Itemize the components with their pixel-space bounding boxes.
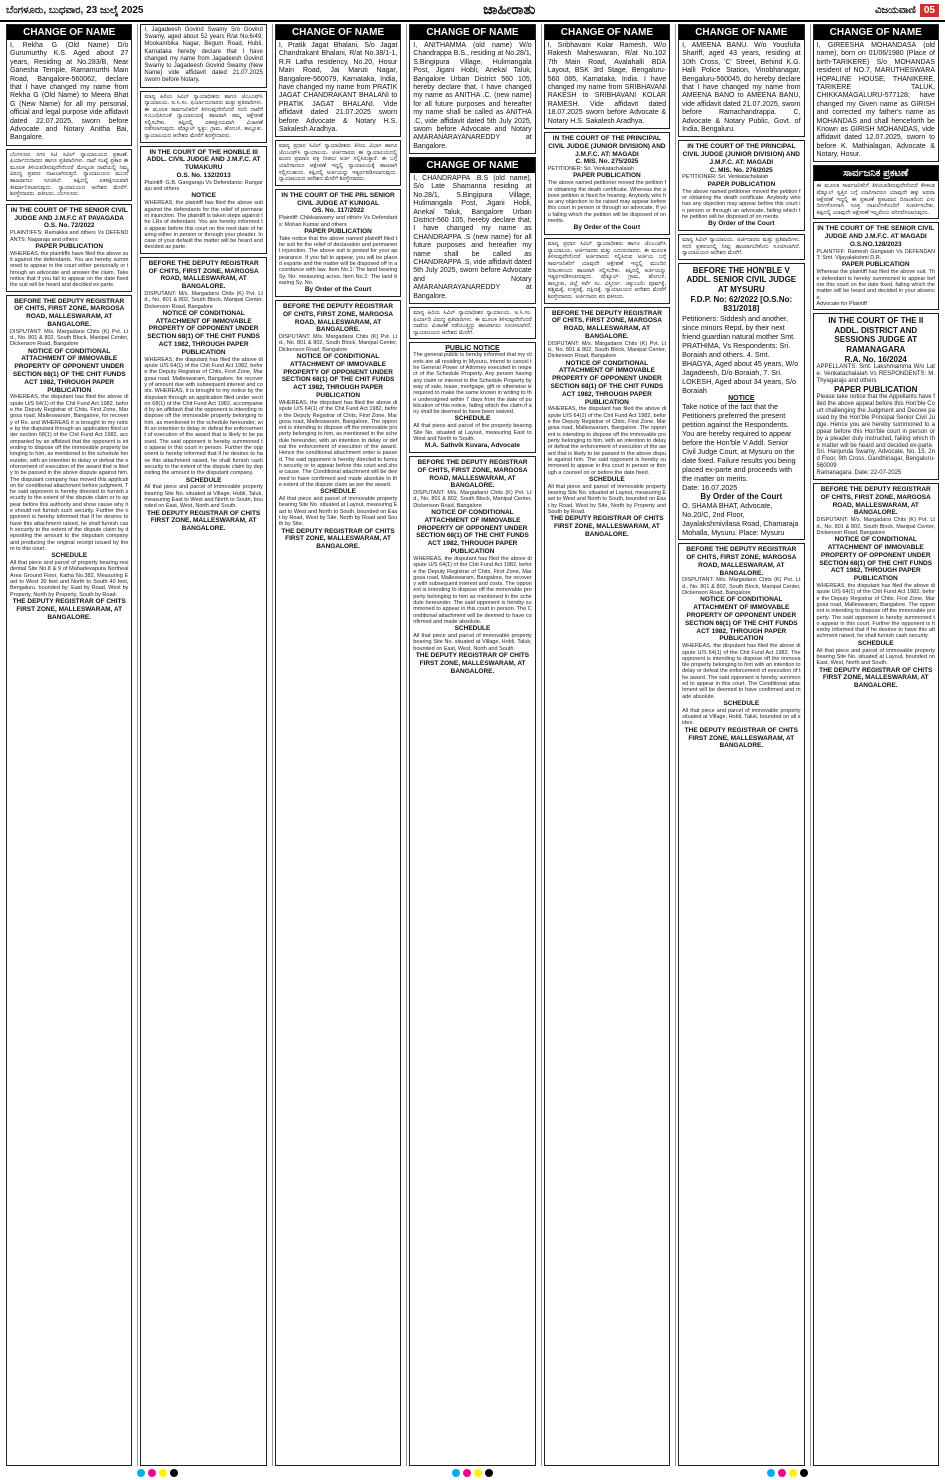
court-name: IN THE COURT OF THE PRL SENIOR CIVIL JUDGE AT KUNIGAL (281, 191, 395, 207)
registrar-signature: THE DEPUTY REGISTRAR OF CHITS FIRST ZONE, MALLESWARAM, AT BANGALORE. (146, 509, 261, 533)
kannada-text: ಮಾನ್ಯ ಪ್ರಧಾನ ಸಿವಿಲ್ ನ್ಯಾಯಾಧೀಶರು ಕಿರಿಯ ವಿಭಾಗ ಹಾಗೂ ಜೆಎಂಎಫ್‌ಸಿ ನ್ಯಾಯಾಲಯ. ಅರ್ಜಿದಾರರು ಈ ನ್ಯಾಯಾಲಯದಲ್ಲಿ ಮರಣ ಪ್ರಮಾಣ ಪತ್ರ ನೀಡಲು ಅರ್ಜಿ ಸಲ್ಲಿಸಿರುತ್ತಾರೆ. ಈ ಬಗ್ಗೆ ಯಾರಿಗಾದರೂ ಆಕ್ಷೇಪಣೆ ಇದ್ದಲ್ಲಿ ನ್ಯಾಯಾಲಯಕ್ಕೆ ಹಾಜರಾಗಿ ಸಲ್ಲಿಸಬಹುದು. ತಪ್ಪಿದಲ್ಲಿ ಅರ್ಜಿಯನ್ನು ಇತ್ಯರ್ಥಪಡಿಸಲಾಗುವುದು. ನ್ಯಾಯಾಲಯದ ಆದೇಶದ ಮೇರೆಗೆ ಶಿರಸ್ತೇದಾರರು. (278, 143, 398, 183)
registrar-signature: THE DEPUTY REGISTRAR OF CHITS FIRST ZONE, MALLESWARAM, AT BANGALORE. (550, 515, 664, 538)
notice-label: NOTICE (728, 394, 755, 402)
paper-publication-label: PAPER PUBLICATION (841, 261, 910, 269)
notice-text: Take notice that the above named plaintiff filed the suit for the relief of declaration and permanent injunction. The above suit is posted for your appearance. If you fail to appear, you will be placed exparte and the matter will be disposed off in accordance with law. Item No.1: The land bearing Sy. No. measuring acres. Item No.2: The land bearing Sy. No. (278, 235, 398, 286)
deputy-registrar-notice-1 (6, 295, 132, 1466)
court-name: IN THE COURT OF THE HONBLE III ADDL. CIVIL JUDGE AND J.M.F.C. AT TUMAKURU (146, 148, 261, 172)
schedule-text: All that piece and parcel of immovable property bearing Site No. situated at Village, Hobli, Taluk, bounded on East, West, North and South. (413, 633, 532, 652)
registrar-signature: THE DEPUTY REGISTRAR OF CHITS FIRST ZONE, MALLESWARAM, AT BANGALORE. (819, 666, 933, 690)
court-notice-ramanagara (813, 313, 939, 480)
magenta-dot-icon (148, 1469, 156, 1477)
schedule-text: All that piece and parcel of immovable property bearing Site No. situated at Layout, bounded on East, West, North and South. (816, 647, 935, 667)
by-order: By Order of the Court (573, 224, 641, 232)
registrar-body: WHEREAS, the disputant has filed the above dispute U/S 64(1) of the Chit Fund Act 1982, before the Deputy Registrar of Chits, First Zone, Margosa road, Malleswaram, Bangalore, for recovery with subsequent interest and costs. The opponent is intending to dispose off the immovable property belonging to him as mentioned in the schedule hereunder. The said opponent is hereby summoned to appear in this court in person. The Conditional attachment will be deemed to have confirmed and made absolute. (413, 555, 532, 625)
column-7 (810, 24, 941, 1466)
schedule-label: SCHEDULE (454, 415, 491, 423)
change-of-name-ad (409, 24, 535, 154)
paper-publication-label: PAPER PUBLICATION (573, 172, 641, 180)
registrar-body: WHEREAS, the disputant has filed the above dispute U/S 64(1) of the Chit Fund Act 1982. The opponent is intending to dispose off the immovable property belonging to him with an intention to delay or defeat the enforcement of execution of the award. The said opponent is hereby summoned to appear in this court. The Conditional attachment will be deemed to have confirmed and made absolute. (682, 643, 801, 700)
ad-body: I, ANITHAMMA (old name) W/o Chandrappa B.S., residing at No.28/1, S.Bingipura Village, Hulimangala Post, Jigani Hobli, Anekal Taluk, Bangalore Urban District 560 105, hereby declare that, I have changed my name as ANITHA .C. (new name) for all future purposes and hereafter my name shall be called as ANITHA .C, vide affidavit dated 5th July 2025, sworn before Advocate and Notary AMARANARAYANAREDDY at Bangalore. (413, 42, 532, 150)
attachment-notice: NOTICE OF CONDITIONAL ATTACHMENT OF IMMOVABLE PROPERTY OF OPPONENT UNDER SECTION 68(1) OF THE CHIT FUNDS ACT 1982, THROUGH PAPER PUBLICATION (281, 353, 395, 400)
registrar-signature: THE DEPUTY REGISTRAR OF CHITS FIRST ZONE, MALLESWARAM, AT BANGALORE. (12, 597, 126, 621)
notice-date: Date: 16.07.2025 (682, 482, 738, 492)
advocate-details: Sri. Hanjunda Swamy, Advocate, No. 15, 2nd Floor, 9th Cross, Gandhinagar, Bengaluru-560009 (816, 449, 935, 470)
kannada-court-notice (140, 91, 266, 143)
case-number: O.S. No. 72/2022 (43, 222, 95, 230)
parties: PETITIONER: Sri. Venkatachalaiah (682, 174, 769, 181)
yellow-dot-icon (474, 1469, 482, 1477)
ad-title: CHANGE OF NAME (679, 25, 803, 40)
column-2 (137, 24, 268, 1466)
column-1 (4, 24, 134, 1466)
ad-body: I, Pratik Jagat Bhalani, S/o Jagat Chandrakant Bhalani, R/at No.38/1-1, R.R Latha residency, No.20, Hosur Main Road, Jai Maruti Nagar, Bangalore-560079, Karnataka, India, have changed my name from PRATIK JAGAT CHANDRAKANT BHALANI to PRATIK JAGAT BHALANI. Vide affidavit dated 21.07.2025 sworn before Advocate & Notary H.S. Sakalesh Aradhya. (278, 42, 398, 133)
magenta-dot-icon (778, 1469, 786, 1477)
kannada-court-notice (275, 140, 401, 186)
kannada-text: ಮಾನ್ಯ ಹಿರಿಯ ಸಿವಿಲ್ ನ್ಯಾಯಾಧೀಶರ ನ್ಯಾಯಾಲಯ. ಅ.ಸಿ.ಸಂ. ಫಿರ್ಯಾದಿ ವಿರುದ್ಧ ಪ್ರತಿವಾದಿಗಳು. ಈ ಮೂಲಕ ತಿಳಿಸುವುದೇನೆಂದರೆ ದಾವೆಯ ವಿಚಾರಣೆ ನಡೆಯುತ್ತಿದ್ದು ಹಾಜರಾಗಲು ಸೂಚಿಸಲಾಗಿದೆ. ನ್ಯಾಯಾಲಯದ ಆದೇಶದ ಮೇರೆಗೆ. (413, 309, 532, 336)
ad-title: CHANGE OF NAME (410, 25, 534, 40)
court-notice-pavagada (6, 204, 132, 292)
court-name: IN THE COURT OF THE PRINCIPAL CIVIL JUDGE (JUNIOR DIVISION) AND J.M.F.C. AT: MAGADI (548, 134, 666, 158)
court-notice-tumakuru (140, 146, 266, 254)
public-notice (409, 342, 535, 453)
registrar-signature: THE DEPUTY REGISTRAR OF CHITS FIRST ZONE, MALLESWARAM, AT BANGALORE. (415, 652, 530, 675)
registrar-signature: THE DEPUTY REGISTRAR OF CHITS FIRST ZONE, MALLESWARAM, AT BANGALORE. (281, 527, 395, 551)
case-number: O.S. No. 132/2013 (176, 172, 231, 180)
change-of-name-ad (275, 24, 401, 137)
notice-text: The above named petitioner moved the petition for obtaining the death certificate. Anybody who has any objection may appear before this court in person or through an advocate, failing which the petition will be disposed of on merits. (682, 188, 801, 220)
registrar-title: BEFORE THE DEPUTY REGISTRAR OF CHITS, FIRST ZONE, MARGOSA ROAD, MALLESWARAM, AT BANGALORE. (551, 309, 662, 340)
schedule-text: All that piece and parcel of the property bearing Site No. situated at Layout, measuring East to West and North to South. (413, 423, 532, 442)
ad-body: I, Jagadeesh Govind Swamy S/o Govind Swamy, aged about 52 years R/at No.6/49, Mookambika Nagar, Begum Road, Hubli, Karnataka hereby declare that I have changed my name from Jagadeesh Govind Swamy to Jagadeesh Govind Swamy (New Name) vide affidavit dated 21.07.2025 sworn before Notary. (144, 27, 263, 84)
notice-date: Ramanagara. Date: 22-07-2025 (816, 470, 902, 477)
yellow-dot-icon (789, 1469, 797, 1477)
ad-title: CHANGE OF NAME (814, 25, 938, 40)
parties: Petitioners: Siddesh and another, since minors Repd, by their next friend guardian natural mother Smt. PRATHIMA, Vs Respondents: Sri. Boraiah and others. 4. Smt. BHAGYA, Aged about 45 years, W/o Jagadeesh, D/o Boraiah, 7. Sri. LOKESH, Aged about 34 years, S/o Boraiah (682, 313, 799, 395)
attachment-notice: NOTICE OF CONDITIONAL ATTACHMENT OF IMMOVABLE PROPERTY OF OPPONENT UNDER SECTION 68(1) OF THE CHIT FUNDS ACT 1982, THROUGH PAPER PUBLICATION (550, 359, 664, 406)
disputant: DISPUTANT: M/s. Margadarsi Chits (K) Pvt. Ltd., No. 801 & 802, South Block, Manipal Center, Dickenson Road, Bangalore (682, 577, 801, 597)
disputant: DISPUTANT: M/s. Margadarsi Chits (K) Pvt. Ltd., No. 801 & 802, South Block, Manipal Center, Dickenson Road, Bangalore (413, 490, 532, 509)
cyan-dot-icon (452, 1469, 460, 1477)
brand-area (875, 4, 939, 17)
column-6 (675, 24, 806, 1466)
attachment-notice: NOTICE OF CONDITIONAL ATTACHMENT OF IMMOVABLE PROPERTY OF OPPONENT UNDER SECTION 68(1) OF THE CHIT FUNDS ACT 1982, THROUGH PAPER PUBLICATION (12, 347, 126, 394)
notice-text: WHEREAS, the plaintiffs have filed the above suit against the defendants. You are hereby summoned to appear in the court either personally or through an advocate and answer the claim. Take notice that if you fail to appear on the date fixed the suit will be heard and decided ex parte. (10, 250, 129, 289)
by-order: By Order of the Court (304, 286, 372, 294)
notice-text: Whereas the plaintiff has filed the above suit. The defendant is hereby summoned to appear before this court on the date fixed, failing which the matter will be heard and decided in your absence. (816, 269, 935, 301)
paper-publication-label: PAPER PUBLICATION (35, 242, 104, 250)
case-number: F.D.P. No: 62/2022 [O.S.No: 831/2018] (690, 294, 793, 314)
kannada-court-notice (409, 307, 535, 339)
registrar-title: BEFORE THE DEPUTY REGISTRAR OF CHITS, FIRST ZONE, MARGOSA ROAD, MALLESWARAM, AT BANGALORE. (686, 546, 797, 577)
kannada-text: ಮಾನ್ಯ ಹಿರಿಯ ಸಿವಿಲ್ ನ್ಯಾಯಾಧೀಶರು ಹಾಗೂ ಜೆಎಂಎಫ್‌ಸಿ ನ್ಯಾಯಾಲಯ. ಅ.ಸಿ.ಸಂ. ಫಿರ್ಯಾದುದಾರರು ಮತ್ತು ಪ್ರತಿವಾದಿಗಳು. ಈ ಮೂಲಕ ಸಾರ್ವಜನಿಕರಿಗೆ ತಿಳಿಸುವುದೇನೆಂದರೆ ಸದರಿ ದಾವೆಗೆ ಸಂಬಂಧಿಸಿದಂತೆ ನ್ಯಾಯಾಲಯಕ್ಕೆ ಹಾಜರಾಗಿ ತಮ್ಮ ಆಕ್ಷೇಪಣೆ ಸಲ್ಲಿಸಬೇಕು. ತಪ್ಪಿದಲ್ಲಿ ಏಕಪಕ್ಷೀಯವಾಗಿ ವಿಚಾರಣೆ ನಡೆಸಲಾಗುವುದು. ಷೆಡ್ಯೂಲ್ ಸ್ವತ್ತು: ಗ್ರಾಮ, ಹೋಬಳಿ, ತಾಲ್ಲೂಕು. ನ್ಯಾಯಾಲಯದ ಆದೇಶದ ಮೇರೆಗೆ ಶಿರಸ್ತೇದಾರರು. (144, 93, 263, 140)
parties: Plaintiff: Chikkaswamy and others Vs Defendants: Mohan Kumar and others (278, 215, 398, 228)
ad-body: I, AMEENA BANU. W/o Yousfulla Shariff, aged 43 years, residing at 10th Cross, 'C' Street, Behind K.G. Halli Police Station, Vinobhanagar, Bengaluru-560045, do hereby declare that I have changed my name from AMEENA BANO to AMEENA BANU, vide affidavit dated 21.07.2025, sworn before Ramachandrappa. C, Advocate & Notary Public, Govt. of India, Bengaluru. (682, 42, 801, 133)
registrar-title: BEFORE THE DEPUTY REGISTRAR OF CHITS, FIRST ZONE, MARGOSA ROAD, MALLESWARAM, AT BANGALORE. (14, 297, 125, 328)
ad-body: I, CHANDRAPPA .B.S (old name), S/o Late Shamanna residing at No.28/1, S.Bingipura Village, Hulimangala Post, Jigani Hobli, Anekal Taluk, Bangalore Urban District-560 105, hereby declare that, I have changed my name as CHANDRAPPA .S (new name) for all future purposes and hereafter my name shall be called as CHANDRAPPA .S, vide affidavit dated 5th July 2025, sworn before Advocate and Notary AMARANARAYANAREDDY at Bangalore. (413, 175, 532, 300)
ad-title: CHANGE OF NAME (410, 158, 534, 173)
kannada-court-notice (678, 234, 804, 260)
change-of-name-ad (409, 157, 535, 304)
registrar-title: BEFORE THE DEPUTY REGISTRAR OF CHITS, FIRST ZONE, MARGOSA ROAD, MALLESWARAM, AT BANGALORE. (417, 458, 528, 490)
change-of-name-ad (678, 24, 804, 137)
ad-title: CHANGE OF NAME (276, 25, 400, 40)
color-dots-left (137, 1469, 178, 1477)
court-notice-mysuru (678, 263, 804, 541)
brand-name: ವಿಜಯವಾಣಿ (874, 4, 916, 16)
deputy-registrar-notice-6 (678, 543, 804, 1466)
ad-title: CHANGE OF NAME (545, 25, 669, 40)
registrar-signature: THE DEPUTY REGISTRAR OF CHITS FIRST ZONE, MALLESWARAM, AT BANGALORE. (684, 726, 798, 750)
schedule-label: SCHEDULE (589, 475, 625, 483)
registrar-title: BEFORE THE DEPUTY REGISTRAR OF CHITS, FIRST ZONE, MARGOSA ROAD, MALLESWARAM, AT BANGALORE. (282, 302, 394, 334)
advocate-name: M.A. Sathvik Kuvara, Advocate (424, 442, 521, 450)
parties: PLAINTIFF: Ramesh Gangaiah Vs DEFENDANT: Smt. Vijayalakshmi D.R. (816, 248, 935, 262)
court-name: IN THE COURT OF THE SENIOR CIVIL JUDGE AND J.M.F.C AT PAVAGADA (10, 206, 128, 222)
attachment-notice: NOTICE OF CONDITIONAL ATTACHMENT OF IMMOVABLE PROPERTY OF OPPONENT UNDER SECTION 68(1) OF THE CHIT FUNDS ACT 1982, THROUGH PAPER PUBLICATION (819, 536, 933, 583)
paper-publication-label: PAPER PUBLICATION (304, 227, 372, 235)
section-title: ಜಾಹೀರಾತು (483, 2, 536, 18)
schedule-label: SCHEDULE (185, 476, 222, 484)
schedule-label: SCHEDULE (320, 488, 356, 496)
schedule-text: All that piece and parcel of immovable property bearing Site No. situated at Layout, measuring East to West and North to South, bounded on East by Road, West by Site, North by Road and South by Site. (278, 496, 398, 528)
notice-text: WHEREAS, the plaintiff has filed the above suit against the defendants for the relief of permanent injunction. The plaintiff is taken steps against the LRs of defendant. You are hereby informed to appear before this court on the next date of hearing either in person or through your pleader. In case of your default the matter will be heard and decided as parte. (144, 200, 263, 251)
registrar-title: BEFORE THE DEPUTY REGISTRAR OF CHITS, FIRST ZONE, MARGOSA ROAD, MALLESWARAM, AT BANGALORE. (148, 259, 259, 291)
change-of-name-ad (813, 24, 939, 162)
deputy-registrar-notice-3 (275, 300, 401, 1466)
change-of-name-ad (544, 24, 670, 129)
kannada-notice-title: ಸಾರ್ವಜನಿಕ ಪ್ರಕಟಣೆ (814, 166, 938, 181)
registrar-body: WHEREAS, the disputant has filed the above dispute U/S 64(1) of the Chit Fund Act 1982, before the Deputy Registrar of Chits, First Zone, Margosa road, Malleswaram, Bangalore. The opponent is intending to dispose off the immovable property. The said opponent is hereby summoned to appear in this court. Further the opponent is hereby informed that if he desires to have this attachment raised, he shall furnish cash security. (816, 582, 935, 640)
cyan-dot-icon (137, 1469, 145, 1477)
deputy-registrar-notice-4 (409, 456, 535, 1466)
advocate-details: O. SHAMA BHAT, Advocate, No.20/C, 2nd Floor, Jayalakshmivilasa Road, Chamaraja Mohalla, Mysuru. Place: Mysuru (682, 501, 799, 538)
schedule-label: SCHEDULE (454, 625, 491, 633)
registrar-body: WHEREAS, the disputant has filed the above dispute U/S 64(1) of the Chit Fund Act 1982, before the Deputy Registrar of Chits, First Zone, Margosa road, Malleswaram, Bangalore, for recovery of amount due with subsequent interest and costs. WHEREAS, it is brought to my notice by the disputant through an application filed under section 68(1) of the Chit Fund Act 1982, accompanied by an affidavit that the opponent is intending to dispose off the immovable property belonging to him, as mentioned in the schedule hereunder, with an intention to delay or defeat the enforcement of execution of the award that is likely to be passed. The said opponent is hereby summoned to appear in this court in person. Further the opponent is hereby informed that if he desires to have this attachment raised, he shall furnish cash security to the extent of the dispute claim by depositing the amount to the disputant company. (144, 356, 263, 477)
kannada-court-notice (6, 149, 132, 201)
ad-grid (4, 24, 941, 1466)
registrar-body: WHEREAS, the disputant has filed the above dispute U/S 64(1) of the Chit Fund Act 1982, before the Deputy Registrar of Chits, First Zone, Margosa road, Malleswaram, Bangalore. The opponent is intending to dispose off the immovable property belonging to him, as mentioned in the schedule hereunder, with an intention to delay or defeat the enforcement of execution of the award. Hence the conditional attachment order is passed. The said opponent is hereby directed to furnish security or to appear before this court and show cause. The Conditional attachment will be deemed to have confirmed and made absolute to the extent of the dispute claim as per the award. (278, 399, 398, 488)
case-number: OS. No. 117/2022 (312, 207, 365, 215)
page-number: 05 (920, 4, 939, 17)
paper-publication-label: PAPER PUBLICATION (834, 384, 918, 394)
schedule-text: All that piece and parcel of property bearing residential Site No.8 & 9 of Mahadevapura Northeal Area Ground Floor, Katha No.382, Measuring East to West 30 feet and North to South 40 feet, Bengaluru, bounded by: East by Road, West by Property, North by Property, South by Road. (10, 560, 129, 598)
magenta-dot-icon (463, 1469, 471, 1477)
notice-label: NOTICE (191, 192, 216, 200)
ad-title: CHANGE OF NAME (7, 25, 131, 40)
paper-publication-label: PAPER PUBLICATION (707, 180, 776, 188)
registrar-body: WHEREAS, the disputant has filed the above dispute U/S 64(1) of the Chit Fund Act 1982, before the Deputy Registrar of Chits, First Zone, Margosa road, Malleswaram, Bangalore. The opponent is intending to dispose off the immovable property belonging to him, with an intention to delay or defeat the enforcement of execution of the award that is likely to be passed in the above dispute against him. The said opponent is hereby summoned to appear in this court in person or through a counsel on or before the date fixed. (547, 406, 667, 476)
by-order: By Order of the Court (700, 491, 783, 501)
court-notice-kunigal (275, 189, 401, 297)
attachment-notice: NOTICE OF CONDITIONAL ATTACHMENT OF IMMOVABLE PROPERTY OF OPPONENT UNDER SECTION 68(1) OF THE CHIT FUNDS ACT 1982, THROUGH PAPER PUBLICATION (684, 596, 798, 643)
advocate-label: Advocate for Plaintiff (816, 300, 867, 307)
parties: PETITIONER: Sri. Venkatachalaiah (547, 166, 634, 173)
attachment-notice: NOTICE OF CONDITIONAL ATTACHMENT OF IMMOVABLE PROPERTY OF OPPONENT UNDER SECTION 68(1) OF THE CHIT FUNDS ACT 1982, THROUGH PAPER PUBLICATION (416, 509, 529, 556)
deputy-registrar-notice-2 (140, 257, 266, 1466)
case-number: C. MIS. No. 276/2025 (709, 166, 773, 174)
notice-text: The above named petitioner moved the petition for obtaining the death certificate. Whereas the above petition is fixed for hearing. Anybody who has any objection to be raised may appear before this court in person or through an advocate. If you failing which the petition will be disposed of on merits. (547, 180, 667, 225)
court-notice-magadi-1 (544, 132, 670, 235)
disputant: DISPUTANT: M/s. Margadarsi Chits (K) Pvt. Ltd., No. 801 & 802, South Block, Manipal Center, Dickenson Road, Bangalore (547, 340, 667, 360)
change-of-name-ad (6, 24, 132, 146)
kannada-text: ಬೆಂಗಳೂರು ನಗರ ಸಿಟಿ ಸಿವಿಲ್ ನ್ಯಾಯಾಲಯದ ಪ್ರಕಟಣೆ. ಫಿರ್ಯಾದುದಾರರು ಹಾಗೂ ಪ್ರತಿವಾದಿಗಳು. ದಾವೆ ಸಂಖ್ಯೆ ಪ್ರಕಾರ ಈ ಮೂಲಕ ತಿಳಿಯಪಡಿಸುವುದೇನೆಂದರೆ ಮೇಲ್ಕಂಡ ದಾವೆಯಲ್ಲಿ ನಿಮ್ಮ ವಿರುದ್ಧ ಪ್ರಕರಣ ದಾಖಲಾಗಿರುತ್ತದೆ. ನ್ಯಾಯಾಲಯದ ಮುಂದೆ ಹಾಜರಾಗಲು ಸೂಚಿಸಿದೆ. ತಪ್ಪಿದಲ್ಲಿ ಏಕಪಕ್ಷೀಯವಾಗಿ ತೀರ್ಮಾನಿಸಲಾಗುವುದು. ನ್ಯಾಯಾಲಯದ ಆದೇಶದ ಮೇರೆಗೆ. ಶಿರಸ್ತೇದಾರರು. ವಕೀಲರು, ಬೆಂಗಳೂರು. (10, 151, 129, 198)
registrar-title: BEFORE THE DEPUTY REGISTRAR OF CHITS, FIRST ZONE, MARGOSA ROAD, MALLESWARAM, AT BANGALORE. (820, 486, 931, 517)
ad-body: I, Sribhavani Kolar Ramesh, W/o Rakesh Maheswaran, R/at No.102 7th Main Road, Avalahalli BDA Layout, BSK 3rd Stage, Bengaluru-560 085, Karnataka, India. I have changed my name from SRIBHAVANI RAKESH to SRIBHAVANI KOLAR RAMESH. Vide affidavit dated 18.07.2025 sworn before Advocate & Notary H.S. Sakalesh Aradhya. (547, 42, 667, 125)
dateline: ಬೆಂಗಳೂರು, ಬುಧವಾರ, 23 ಜುಲೈ 2025 (6, 4, 144, 16)
ad-body: I, Rekha G (Old Name) D/o Gurumurthy K.S. Aged about 27 years, Residing at No.283/B, Near Ganesha Temple, Ramamurthi Main Road, Bangalore-560062, declare that I have changed my name from Rekha G (Old Name) to Meera Bhat G (New Name) for all my personal, official and legal purpose vide affidavit dated 22.07.2025, sworn before Advocate and Notary Anitha Bai, Bangalore. (10, 42, 129, 142)
black-dot-icon (485, 1469, 493, 1477)
disputant: DISPUTANT: M/s. Margadarsi Chits (K) Pvt. Ltd., No. 801 & 802, South Block, Manipal Center, Dickenson Road, Bangalore (278, 334, 398, 353)
change-of-name-ad (140, 24, 266, 88)
attachment-notice: NOTICE OF CONDITIONAL ATTACHMENT OF IMMOVABLE PROPERTY OF OPPONENT UNDER SECTION 68(1) OF THE CHIT FUNDS ACT 1982, THROUGH PAPER PUBLICATION (147, 309, 260, 356)
parties: Plaintiff: G.B. Gangaraju Vs Defendants: Rangaraju and others (144, 179, 263, 193)
deputy-registrar-notice-5 (544, 307, 670, 1466)
column-3 (272, 24, 403, 1466)
parties: PLAINTIFFS: Ramakka and others Vs DEFENDANTS: Nagaraja and others (10, 230, 129, 243)
deputy-registrar-notice-7 (813, 483, 939, 1466)
color-dots-right (767, 1469, 808, 1477)
court-name: IN THE COURT OF THE II ADDL. DISTRICT AND SESSIONS JUDGE AT RAMANAGARA (828, 316, 924, 354)
court-notice-magadi-2 (678, 140, 804, 231)
column-5 (541, 24, 672, 1466)
court-notice-magadi-senior (813, 222, 939, 310)
yellow-dot-icon (159, 1469, 167, 1477)
disputant: DISPUTANT: M/s. Margadarsi Chits (K) Pvt. Ltd., No. 801 & 802, South Block, Manipal Center, Dickenson Road, Bangalore (10, 328, 129, 348)
public-notice-text: The general public is hereby informed that my clients are all residing in Mysuru, intend to cancel the General Power of Attorney executed in respect of the Schedule Property. Any person having any claim or interest in the Schedule Property by way of sale, lease, mortgage, gift or otherwise is required to make the same known in writing to the undersigned within 7 days from the date of publication of this notice, failing which the claim if any shall be deemed to have been waived. (413, 352, 532, 416)
by-order: By Order of the Court (708, 220, 775, 228)
registrar-body: WHEREAS, the disputant has filed the above dispute U/S 64(1) of the Chit Fund Act 1982, before the Deputy Registrar of Chits, First Zone, Margosa road, Malleswaram, Bangalore, for recovery of Rs. and WHEREAS it is brought to my notice by the disputant through an application filed under section 68(1) of the Chit Fund Act 1982, accompanied by an affidavit that the opponent is intending to dispose off the immovable property belonging to him, as mentioned in the schedule hereunder, with an intention to delay or defeat the enforcement of execution of the award that is likely to be passed in the above dispute against him. The disputant company has moved this application for conditional attachment before judgment. The said opponent is hereby directed to furnish security to the extent of the dispute claim or to appear before this authority and show cause why he should not furnish such security. Further the opponent is hereby informed that if he desires to have this attachment raised, he shall furnish cash security to the extent of the dispute claim by depositing the amount to the disputant company and producing the original receipt issued by them to this court. (10, 394, 129, 552)
schedule-label: SCHEDULE (857, 639, 894, 647)
kannada-text: ಮಾನ್ಯ ಸಿವಿಲ್ ನ್ಯಾಯಾಲಯ. ಅರ್ಜಿದಾರರು ಮತ್ತು ಪ್ರತಿವಾದಿಗಳು. ಸದರಿ ಪ್ರಕರಣದಲ್ಲಿ ನೀವು ಹಾಜರಾಗಬೇಕೆಂದು ಸೂಚಿಸಲಾಗಿದೆ. ನ್ಯಾಯಾಲಯದ ಆದೇಶದ ಮೇರೆಗೆ. (682, 236, 801, 257)
schedule-text: All that piece and parcel of immovable property bearing Site No. situated at Village, Hobli, Taluk, measuring East to West and North to South, bounded on East, West, North and South. (144, 484, 263, 510)
kannada-text: ಈ ಮೂಲಕ ಸಾರ್ವಜನಿಕರಿಗೆ ತಿಳಿಯಪಡಿಸುವುದೇನೆಂದರೆ ಕೆಳಕಂಡ ಷೆಡ್ಯೂಲ್ ಸ್ವತ್ತಿನ ಬಗ್ಗೆ ಯಾರಿಗಾದರೂ ಯಾವುದೇ ಹಕ್ಕು ಅಥವಾ ಆಕ್ಷೇಪಣೆ ಇದ್ದಲ್ಲಿ ಈ ಪ್ರಕಟಣೆ ಪ್ರಕಟವಾದ ದಿನಾಂಕದಿಂದ ಏಳು ದಿನಗಳೊಳಗಾಗಿ ಸೂಕ್ತ ದಾಖಲೆಗಳೊಂದಿಗೆ ಸಂಪರ್ಕಿಸಬೇಕು. ತಪ್ಪಿದಲ್ಲಿ ಯಾವುದೇ ಆಕ್ಷೇಪಣೆ ಇಲ್ಲವೆಂದು ಪರಿಗಣಿಸಲಾಗುವುದು. (816, 183, 935, 216)
black-dot-icon (170, 1469, 178, 1477)
disputant: DISPUTANT: M/s. Margadarsi Chits (K) Pvt. Ltd., No. 801 & 802, South Block, Manipal Center, Dickenson Road, Bangalore (144, 290, 263, 310)
schedule-text: All that piece and parcel of immovable property bearing Site No. situated at Layout, measuring East to West and North to South, bounded on East by Road, West by Site, North by Property and South by Road. (547, 483, 667, 515)
print-registration-marks (0, 1466, 945, 1480)
color-dots-center (452, 1469, 493, 1477)
court-name: IN THE COURT OF THE PRINCIPAL CIVIL JUDGE (JUNIOR DIVISION) AND J.M.F.C. AT: MAGADI (682, 143, 800, 166)
column-4 (406, 24, 537, 1466)
black-dot-icon (800, 1469, 808, 1477)
page-header (0, 0, 945, 22)
schedule-label: SCHEDULE (723, 700, 760, 708)
cyan-dot-icon (767, 1469, 775, 1477)
schedule-label: SCHEDULE (51, 552, 88, 560)
public-notice-title: PUBLIC NOTICE (445, 345, 500, 353)
ad-body: I, GIREESHA MOHANDASA (old name), born on 01/06/1980 (Place of birth-TARIKERE) S/o MOHANDAS resident of NO.7, MARUTHESWARA HOPALINE HOUSE, THANIKERE, TARIKERE TALUK, CHIKKAMAGALURU-577128; have changed my Given name as GIRISH and corrected my father's name as MOHANDAS and shall henceforth be Known as GIRISH MOHANDAS, vide affidavit dated 12.07.2025, sworn to before K. Mathialagan, Advocate & Notary, Hosur. (816, 42, 935, 159)
notice-text: Take notice of the fact that the Petitioners preferred the present petition against the Respondents. You are hereby required to appear before the Hon'ble V Addl. Senior Civil Judge Court, at Mysuru on the date fixed. Failure results you being placed ex-parte and proceeds with the matter on merits. (682, 401, 796, 483)
court-name: BEFORE THE HON'BLE V ADDL. SENIOR CIVIL JUDGE AT MYSURU (686, 265, 797, 294)
kannada-text: ಮಾನ್ಯ ಪ್ರಧಾನ ಸಿವಿಲ್ ನ್ಯಾಯಾಧೀಶರು ಹಾಗೂ ಜೆಎಂಎಫ್‌ಸಿ ನ್ಯಾಯಾಲಯ. ಅರ್ಜಿದಾರರು ಮತ್ತು ಎದುರುದಾರರು. ಈ ಮೂಲಕ ತಿಳಿಸುವುದೇನೆಂದರೆ ಅರ್ಜಿದಾರರು ಸಲ್ಲಿಸಿರುವ ಅರ್ಜಿಯ ಬಗ್ಗೆ ಸಾರ್ವಜನಿಕರಿಗೆ ಯಾವುದೇ ಆಕ್ಷೇಪಣೆ ಇದ್ದಲ್ಲಿ ಮುಂದಿನ ದಿನಾಂಕದಂದು ಹಾಜರಾಗಿ ಸಲ್ಲಿಸಬೇಕು. ತಪ್ಪಿದಲ್ಲಿ ಅರ್ಜಿಯನ್ನು ಇತ್ಯರ್ಥಪಡಿಸಲಾಗುವುದು. ಷೆಡ್ಯೂಲ್: ಗ್ರಾಮ, ಹೋಬಳಿ, ತಾಲ್ಲೂಕು, ಜಿಲ್ಲೆ ಸರ್ವೆ ನಂ. ವಿಸ್ತೀರ್ಣ. ಚಕ್ಕುಬಂದಿ: ಪೂರ್ವಕ್ಕೆ, ಪಶ್ಚಿಮಕ್ಕೆ, ಉತ್ತರಕ್ಕೆ, ದಕ್ಷಿಣಕ್ಕೆ. ನ್ಯಾಯಾಲಯದ ಆದೇಶದ ಮೇರೆಗೆ ಶಿರಸ್ತೇದಾರರು. ಅರ್ಜಿದಾರರ ಪರ ವಕೀಲರು. (547, 241, 667, 300)
schedule-text: All that piece and parcel of immovable property situated at Village, Hobli, Taluk, bounded on all sides. (682, 707, 801, 727)
case-number: O.S.NO.128/2023 (849, 241, 902, 249)
case-number: R.A. No. 16/2024 (844, 354, 907, 364)
case-number: C. MIS. No. 275/2025 (575, 158, 639, 166)
kannada-public-notice (813, 165, 939, 219)
notice-text: Please take notice that the Appellants have filed the above appeal before this Hon'ble Court challenging the Judgment and Decree passed by the Hon'ble Principal Senior Civil Judge. Hence you are hereby summoned to appear before this Hon'ble court in person or by a pleader duly instructed, failing which the matter will be heard and decided ex-parte. (816, 394, 935, 449)
court-name: IN THE COURT OF THE SENIOR CIVIL JUDGE AND J.M.F.C. AT MAGADI (817, 225, 935, 241)
parties: APPELLANTS: Smt. Lakshmamma W/o Late. Venkatachalaiah Vs RESPONDENTS: M. Thyagaraju and others (816, 364, 935, 384)
kannada-court-notice (544, 238, 670, 303)
disputant: DISPUTANT: M/s. Margadarsi Chits (K) Pvt. Ltd., No. 801 & 802, South Block, Manipal Center, Dickenson Road, Bangalore (816, 517, 935, 536)
